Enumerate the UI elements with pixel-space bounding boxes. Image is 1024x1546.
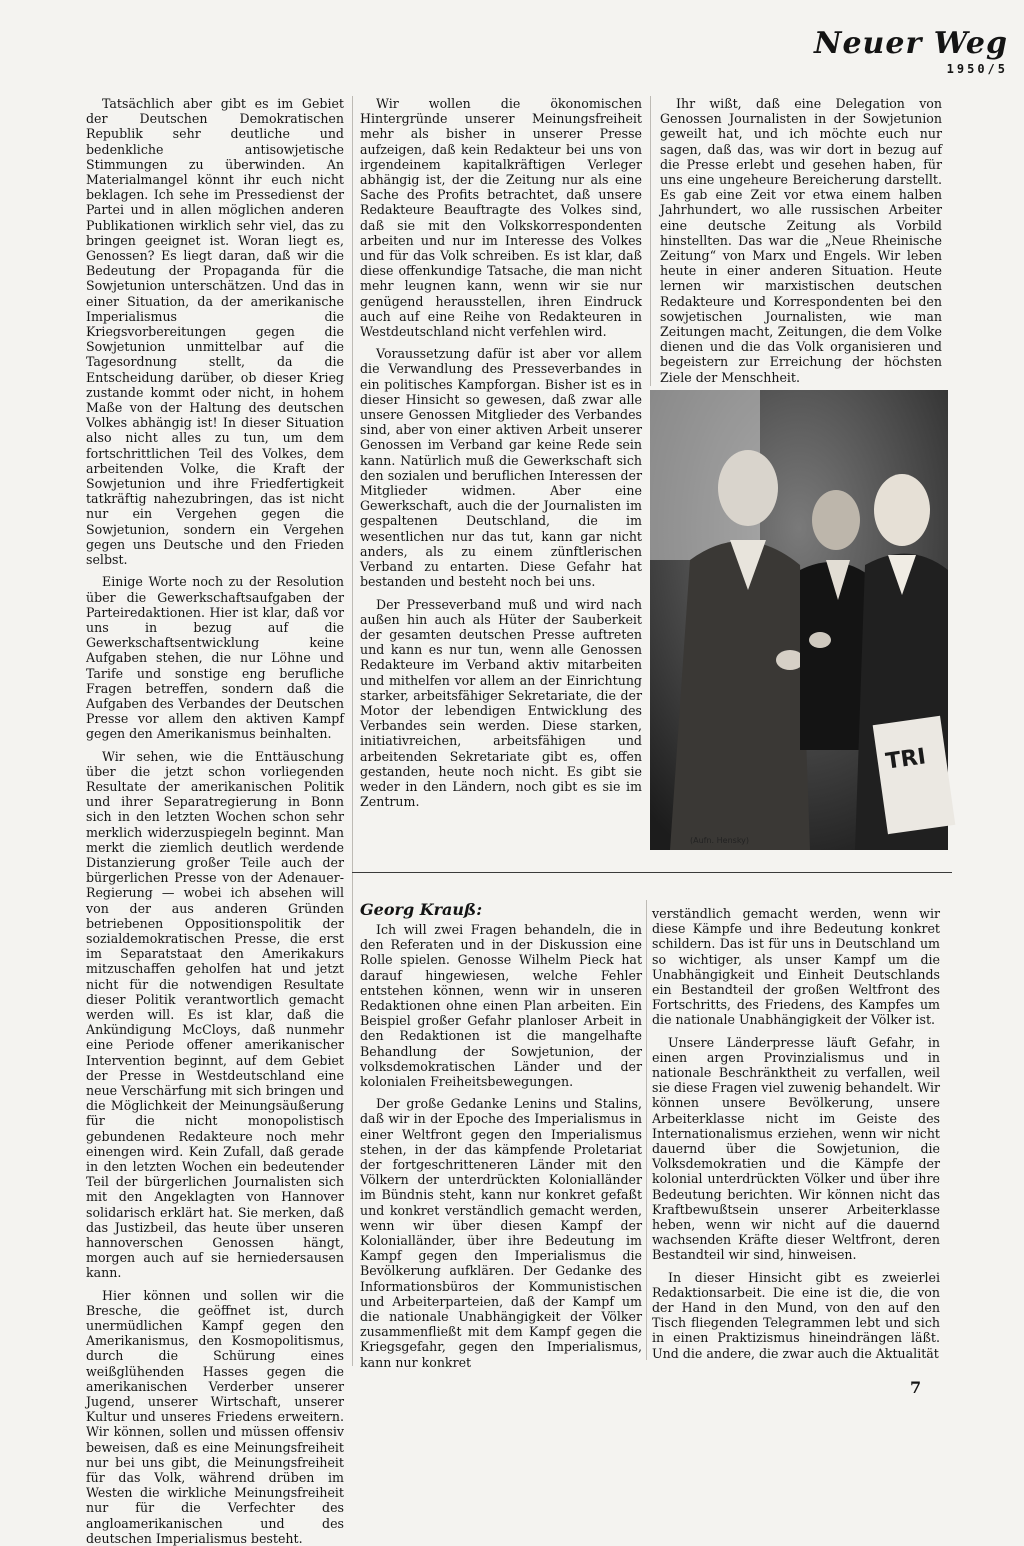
paragraph: Tatsächlich aber gibt es im Gebiet der Deutschen Demokratischen Republik sehr deutliche und bedenkliche antisowjetische Stimmungen zu überwinden. An Materialmangel könnt ihr euch nicht beklagen. Ich sehe im Pressedienst der Partei und in allen möglichen anderen Publikationen wirklich sehr viel, das zu bringen geeignet ist. Woran liegt es, Genossen? Es liegt daran, daß wir die Bedeutung der Propaganda für die Sowjetunion unterschätzen. Und das in einer Situation, da der amerikanische Imperialismus die Kriegsvorbereitungen gegen die Sowjetunion unmittelbar auf die Tagesordnung stellt, da die Entscheidung darüber, ob dieser Krieg zustande kommt oder nicht, in hohem Maße von der Haltung des deutschen Volkes abhängig ist! In dieser Situation also nicht alles zu tun, um dem fortschrittlichen Teil des Volkes, dem arbeitenden Volke, die Kraft der Sowjetunion und ihre Friedfertigkeit tatkräftig nahezubringen, das ist nicht nur ein Vergehen gegen die Sowjetunion, sondern ein Vergehen gegen uns Deutsche und den Frieden selbst. [86,96,344,568]
issue-number: 1950/5 [946,62,1008,76]
article-column-2 [360,96,642,810]
article-column-1 [86,96,344,1546]
column-divider [352,96,353,1366]
paragraph: Voraussetzung dafür ist aber vor allem die Verwandlung des Presseverbandes in ein politisches Kampforgan. Bisher ist es in dieser Hinsicht so gewesen, daß zwar alle unsere Genossen Mitglieder des Verbandes sind, aber von einer aktiven Arbeit unserer Genossen im Verband gar keine Rede sein kann. Natürlich muß die Gewerkschaft sich den sozialen und beruflichen Interessen der Mitglieder widmen. Aber eine Gewerkschaft, auch die der Journalisten im gespaltenen Deutschland, die im wesentlichen nur das tut, kann gar nicht anders, als zu einem zünftlerischen Verband zu entarten. Diese Gefahr hat bestanden und besteht noch bei uns. [360,346,642,590]
page-number: 7 [910,1378,922,1397]
photo-illustration [650,390,948,850]
paragraph: Einige Worte noch zu der Resolution über die Gewerkschaftsaufgaben der Parteiredaktionen. Hier ist klar, daß vor uns in bezug auf die Gewerkschaftsentwicklung keine Aufgaben stehen, die nur Löhne und Tarife und sonstige eng berufliche Fragen betreffen, sondern daß die Aufgaben des Verbandes der Deutschen Presse vor allem den aktiven Kampf gegen den Amerikanismus beinhalten. [86,574,344,742]
paragraph: Der große Gedanke Lenins und Stalins, daß wir in der Epoche des Imperialismus in einer Weltfront gegen den Imperialismus stehen, in der das kämpfende Proletariat der fortgeschritteneren Länder mit den Völkern der unterdrückten Kolonialländer im Bündnis steht, kann nur konkret gefaßt und konkret verständlich gemacht werden, wenn wir über diesen Kampf der Kolonialländer, über ihre Bedeutung im Kampf gegen den Imperialismus die Bevölkerung aufklären. Der Gedanke des Informationsbüros der Kommunistischen und Arbeiterparteien, daß der Kampf um die nationale Unabhängigkeit der Völker zusammenfließt mit dem Kampf gegen die Kriegsgefahr, gegen den Imperialismus, kann nur konkret [360,1096,642,1370]
paragraph: Der Presseverband muß und wird nach außen hin auch als Hüter der Sauberkeit der gesamten deutschen Presse auftreten und kann es nur tun, wenn alle Genossen Redakteure im Verband aktiv mitarbeiten und mithelfen vor allem an der Einrichtung starker, arbeitsfähiger Sekretariate, die der Motor der lebendigen Entwicklung des Verbandes sein werden. Diese starken, initiativreichen, arbeitsfähigen und arbeitenden Sekretariate gibt es, offen gestanden, heute noch nicht. Es gibt sie weder in den Ländern, noch gibt es sie im Zentrum. [360,596,642,810]
newspaper-title: TRI [884,744,928,775]
column-divider [650,96,651,386]
paragraph: Ihr wißt, daß eine Delegation von Genossen Journalisten in der Sowjetunion geweilt hat, und ich möchte euch nur sagen, daß das, was wir dort in bezug auf die Presse erlebt und gesehen haben, für uns eine ungeheure Bereicherung darstellt. Es gab eine Zeit vor etwa einem halben Jahrhundert, wo alle russischen Arbeiter eine deutsche Zeitung als Vorbild hinstellten. Das war die „Neue Rheinische Zeitung“ von Marx und Engels. Wir leben heute in einer anderen Situation. Heute lernen wir marxistischen deutschen Redakteure und Korrespondenten bei den sowjetischen Journalisten, wie man Zeitungen macht, Zeitungen, die dem Volke dienen und die das Volk organisieren und begeistern zur Erreichung der höchsten Ziele der Menschheit. [660,96,942,385]
section-divider [352,872,952,873]
photo-caption: (Aufn. Hensky) [690,836,750,845]
article-column-5 [652,906,940,1366]
article-column-4 [360,922,642,1370]
paragraph: Unsere Länderpresse läuft Gefahr, in einen argen Provinzialismus und in nationale Beschränktheit zu verfallen, weil sie diese Fragen viel zuwenig behandelt. Wir können unsere Bevölkerung, unsere Arbeiterklasse nicht im Geiste des Internationalismus erziehen, wenn wir nicht dauernd über die Sowjetunion, die Volksdemokratien und die Kämpfe der kolonial unterdrückten Völker und über ihre Bedeutung berichten. Wir können nicht das Kraftbewußtsein unserer Arbeiterklasse heben, wenn wir nicht auf die dauernd wachsenden Kräfte dieser Weltfront, deren Bestandteil wir sind, hinweisen. [652,1034,940,1263]
article-column-3 [660,96,942,396]
column-divider [646,900,647,1360]
masthead [814,28,1008,76]
paragraph: Wir wollen die ökonomischen Hintergründe unserer Meinungsfreiheit mehr als bisher in unserer Presse aufzeigen, daß kein Redakteur bei uns von irgendeinem kapitalkräftigen Verleger abhängig ist, der die Zeitung nur als eine Sache des Profits betrachtet, daß unsere Redakteure Beauftragte des Volkes sind, daß sie mit den Volkskorrespondenten arbeiten und nur im Interesse des Volkes und für das Volk schreiben. Es ist klar, daß diese offenkundige Tatsache, die man nicht mehr leugnen kann, wenn wir sie nur genügend herausstellen, ihren Eindruck auch auf eine Reihe von Redakteuren in Westdeutschland nicht verfehlen wird. [360,96,642,340]
masthead-title: Neuer Weg [814,26,1008,61]
journalists-photo [650,390,948,850]
paragraph: Ich will zwei Fragen behandeln, die in den Referaten und in der Diskussion eine Rolle spielen. Genosse Wilhelm Pieck hat darauf hingewiesen, welche Fehler entstehen können, wenn wir in unseren Redaktionen ohne einen Plan arbeiten. Ein Beispiel großer Gefahr planloser Arbeit in den Redaktionen ist die mangelhafte Behandlung der Sowjetunion, der volksdemokratischen Länder und der kolonialen Freiheitsbewegungen. [360,922,642,1090]
paragraph: Wir sehen, wie die Enttäuschung über die jetzt schon vorliegenden Resultate der amerikanischen Politik und ihrer Separatregierung in Bonn sich in den letzten Wochen schon sehr merklich widerzuspiegeln beginnt. Man merkt die ziemlich deutlich werdende Distanzierung großer Teile auch der bürgerlichen Presse von der Adenauer-Regierung — wobei ich absehen will von der aus anderen Gründen betriebenen Oppositionspolitik der sozialdemokratischen Presse, die erst im Separatstaat den Amerikakurs mitzuschaffen geholfen hat und jetzt nicht für die notwendigen Resultate dieser Politik verantwortlich gemacht werden will. Es ist klar, daß die Ankündigung McCloys, daß nunmehr eine Periode offener amerikanischer Intervention beginnt, auf dem Gebiet der Presse in Westdeutschland eine neue Verschärfung mit sich bringen und die Möglichkeit der Meinungsäußerung für die nicht monopolistisch gebundenen Redakteure noch mehr einengen wird. Kein Zufall, daß gerade in den letzten Wochen ein bedeutender Teil der bürgerlichen Journalisten sich mit den Angeklagten von Hannover solidarisch erklärt hat. Sie merken, daß das Justizbeil, das heute über unseren hannoverschen Genossen hängt, morgen auch auf sie herniedersausen kann. [86,748,344,1281]
paragraph: Hier können und sollen wir die Bresche, die geöffnet ist, durch unermüdlichen Kampf gegen den Amerikanismus, den Kosmopolitismus, durch die Schürung eines weißglühenden Hasses gegen die amerikanischen Verderber unserer Jugend, unserer Wirtschaft, unserer Kultur und unseres Friedens erweitern. Wir können, sollen und müssen offensiv beweisen, daß es eine Meinungsfreiheit nur bei uns gibt, die Meinungsfreiheit für das Volk, während drüben im Westen die wirkliche Meinungsfreiheit nur für die Verfechter des angloamerikanischen und des deutschen Imperialismus besteht. [86,1287,344,1546]
paragraph: verständlich gemacht werden, wenn wir diese Kämpfe und ihre Bedeutung konkret schildern. Das ist für uns in Deutschland um so wichtiger, als unser Kampf um die Unabhängigkeit und Einheit Deutschlands ein Bestandteil der großen Weltfront des Fortschritts, des Friedens, des Kampfes um die nationale Unabhängigkeit der Völker ist. [652,906,940,1028]
paragraph: In dieser Hinsicht gibt es zweierlei Redaktionsarbeit. Die eine ist die, die von der Hand in den Mund, von den auf den Tisch fliegenden Telegrammen lebt und sich in einen Praktizismus hineindrängen läßt. Und die andere, die zwar auch die Aktualität [652,1269,940,1361]
author-name: Georg Krauß: [360,900,483,919]
